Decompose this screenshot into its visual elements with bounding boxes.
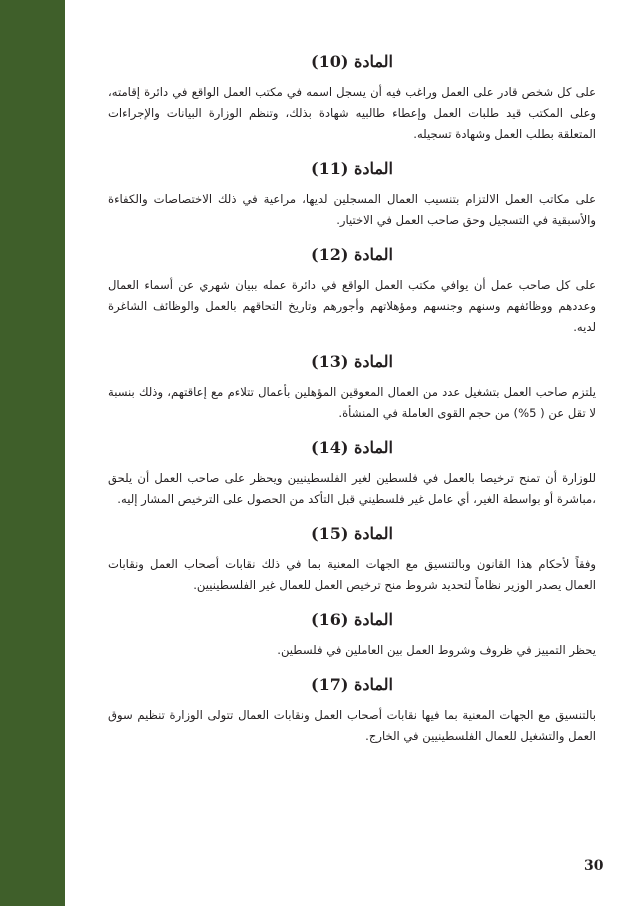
article-number: (16): [311, 610, 349, 629]
article-label: المادة: [354, 438, 393, 457]
article-text: وفقاً لأحكام هذا القانون وبالتنسيق مع الجهات المعنية بما في ذلك نقابات أصحاب العمل ونقابات العمال يصدر الوزير نظاماً لتحديد شروط منح ترخيص العمل للعمال غير الفلسطينيين.: [108, 557, 596, 592]
article-14: [108, 438, 596, 510]
article-13: [108, 352, 596, 424]
article-label: المادة: [354, 159, 393, 178]
document-body: [108, 52, 596, 761]
article-label: المادة: [354, 675, 393, 694]
article-title: [108, 438, 596, 457]
article-number: (15): [311, 524, 349, 543]
article-text: بالتنسيق مع الجهات المعنية بما فيها نقابات أصحاب العمل ونقابات العمال تتولى الوزارة تنظيم سوق العمل والتشغيل للعمال الفلسطينيين في الخارج.: [108, 708, 596, 743]
article-number: (14): [311, 438, 349, 457]
page-number: 30: [584, 858, 604, 874]
article-label: المادة: [354, 352, 393, 371]
article-12: [108, 245, 596, 338]
article-number: (17): [311, 675, 349, 694]
article-label: المادة: [354, 610, 393, 629]
article-11: [108, 159, 596, 231]
article-number: (10): [311, 52, 349, 71]
article-text: للوزارة أن تمنح ترخيصا بالعمل في فلسطين لغير الفلسطينيين ويحظر على صاحب العمل أن يلحق ،مباشرة أو بواسطة الغير، أي عامل غير فلسطيني قبل التأكد من الحصول على الترخيص المشار إليه.: [108, 471, 596, 506]
article-17: [108, 675, 596, 747]
article-title: [108, 52, 596, 71]
article-title: [108, 675, 596, 694]
article-text: على كل شخص قادر على العمل وراغب فيه أن يسجل اسمه في مكتب العمل الواقع في دائرة إقامته، وعلى المكتب قيد طلبات العمل وإعطاء طالبيه شهادة بذلك، وتنظم الوزارة البيانات والإجراءات المتعلقة بطلب العمل وشهادة تسجيله.: [108, 85, 596, 141]
article-title: [108, 245, 596, 264]
article-title: [108, 524, 596, 543]
article-15: [108, 524, 596, 596]
article-title: [108, 352, 596, 371]
article-number: (12): [311, 245, 349, 264]
article-title: [108, 159, 596, 178]
article-title: [108, 610, 596, 629]
article-text: يحظر التمييز في ظروف وشروط العمل بين العاملين في فلسطين.: [277, 643, 596, 657]
article-10: [108, 52, 596, 145]
article-16: [108, 610, 596, 661]
article-label: المادة: [354, 245, 393, 264]
article-number: (13): [311, 352, 349, 371]
article-text: على مكاتب العمل الالتزام بتنسيب العمال المسجلين لديها، مراعية في ذلك الاختصاصات والكفاءة والأسبقية في التسجيل وحق صاحب العمل في الاختيار.: [108, 192, 596, 227]
article-label: المادة: [354, 52, 393, 71]
side-color-band: [0, 0, 65, 906]
article-text: يلتزم صاحب العمل بتشغيل عدد من العمال المعوقين المؤهلين بأعمال تتلاءم مع إعاقتهم، وذلك بنسبة لا تقل عن ( 5%) من حجم القوى العاملة في المنشأة.: [108, 385, 596, 420]
article-text: على كل صاحب عمل أن يوافي مكتب العمل الواقع في دائرة عمله ببيان شهري عن أسماء العمال وعددهم ووظائفهم وسنهم وجنسهم ومؤهلاتهم وأجورهم وتاريخ التحاقهم بالعمل والوظائف الشاغرة لديه.: [108, 278, 596, 334]
article-label: المادة: [354, 524, 393, 543]
article-number: (11): [311, 159, 349, 178]
